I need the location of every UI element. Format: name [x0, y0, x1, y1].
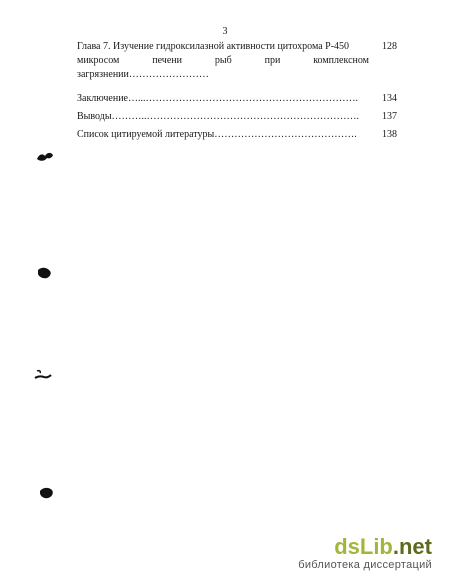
- toc-entry-page: 137: [382, 111, 397, 122]
- toc-entry-title: Глава 7. Изучение гидроксилазной активности цитохрома Р-450: [77, 41, 350, 52]
- toc-entry-conclusion: [77, 92, 397, 106]
- toc-entry-title: Выводы………..……………………………………………………….: [77, 111, 360, 122]
- toc-entry-page: 128: [382, 41, 397, 52]
- toc-entry-title: Список цитируемой литературы…………………………………….: [77, 129, 357, 140]
- page-number: 3: [222, 26, 228, 37]
- watermark-logo: dsLib.net: [334, 534, 432, 559]
- toc-entry-title: Заключение…...……………………………………………………….: [77, 93, 358, 104]
- table-of-contents: [77, 40, 397, 142]
- toc-entry-chapter-7: [77, 40, 397, 54]
- binder-hole-mark: [34, 368, 52, 382]
- toc-entry-page: 138: [382, 129, 397, 140]
- watermark-subtitle: библиотека диссертаций: [298, 559, 432, 571]
- toc-entry-page: 134: [382, 93, 397, 104]
- toc-entry-title-continued: микросом печени рыб при комплексном загрязнении……………………: [77, 55, 369, 80]
- toc-entry-findings: [77, 110, 397, 124]
- binder-hole-mark: [36, 266, 54, 280]
- watermark: [298, 535, 432, 571]
- binder-hole-mark: [38, 486, 56, 500]
- toc-entry-references: [77, 128, 397, 142]
- toc-entry-chapter-7-continued: [77, 54, 397, 82]
- binder-hole-mark: [36, 150, 54, 164]
